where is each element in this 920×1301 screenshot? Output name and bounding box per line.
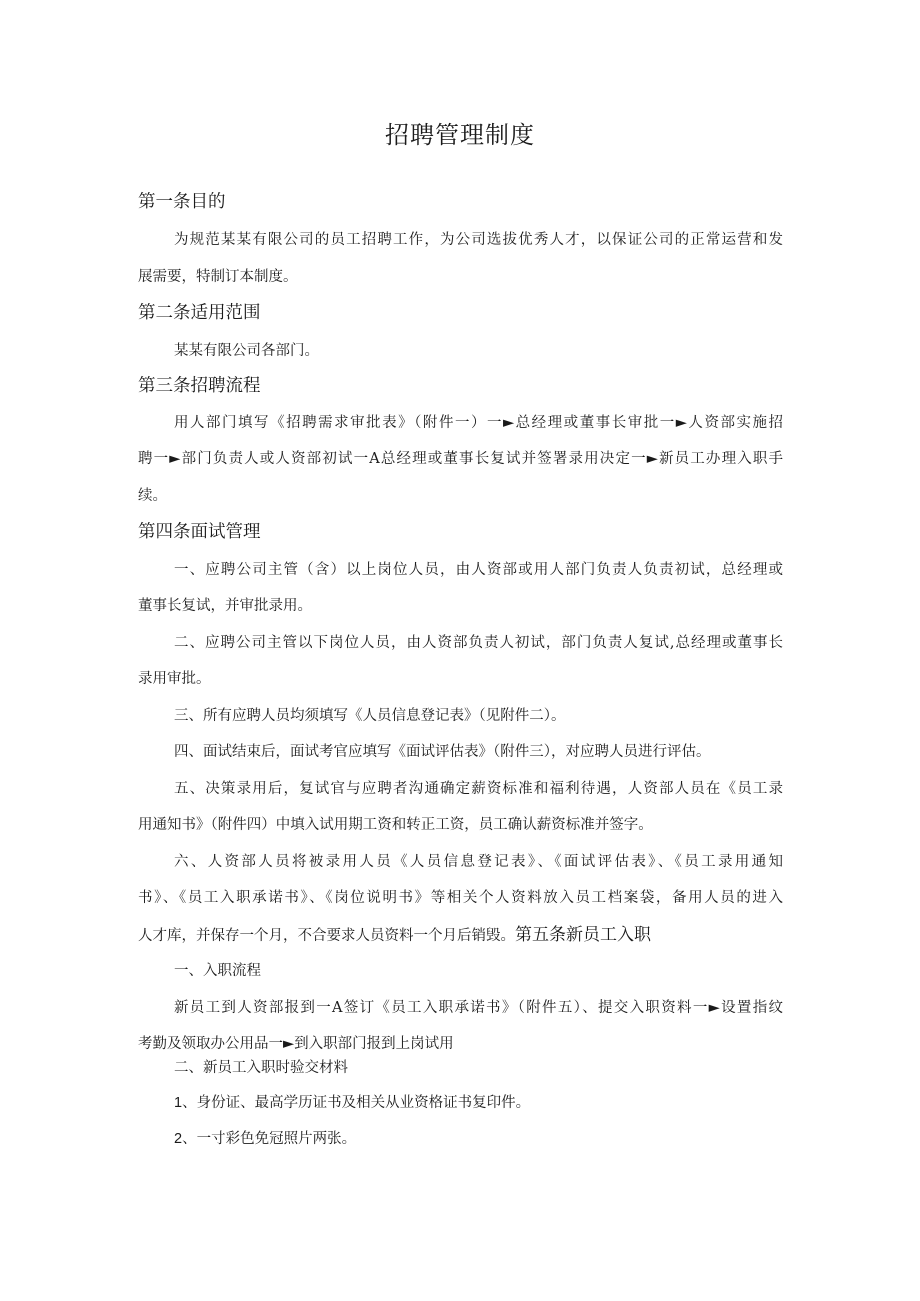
section-4-para-6-line-2: 书》、《员工入职承诺书》、《岗位说明书》等相关个人资料放入员工档案袋，备用人员的进入 (138, 890, 783, 906)
section-2-heading: 第二条适用范围 (138, 303, 261, 323)
section-4-para-6-line-1: 六、人资部人员将被录用人员《人员信息登记表》、《面试评估表》、《员工录用通知 (174, 854, 783, 870)
section-5-flow-line-1: 新员工到人资部报到一A签订《员工入职承诺书》（附件五）、提交入职资料一►设置指纹 (174, 1000, 783, 1016)
section-4-para-6-line-3-container (138, 924, 651, 947)
material-2-number: 2 (174, 1131, 183, 1147)
section-4-para-2-line-2: 录用审批。 (138, 671, 211, 687)
section-3-line-2: 聘一►部门负责人或人资部初试一A总经理或董事长复试并签署录用决定一►新员工办理入职手 (138, 451, 783, 467)
section-5-flow-line-2: 考勤及领取办公用品一►到入职部门报到上岗试用 (138, 1036, 454, 1052)
section-4-heading: 第四条面试管理 (138, 522, 261, 542)
section-4-para-4: 四、面试结束后，面试考官应填写《面试评估表》（附件三），对应聘人员进行评估。 (174, 744, 711, 760)
section-1-line-1: 为规范某某有限公司的员工招聘工作，为公司选拔优秀人才，以保证公司的正常运营和发 (174, 232, 783, 248)
section-2-line-1: 某某有限公司各部门。 (174, 343, 319, 359)
section-1-line-2: 展需要，特制订本制度。 (138, 269, 298, 285)
section-3-heading: 第三条招聘流程 (138, 376, 261, 396)
section-5-material-1 (174, 1092, 530, 1114)
section-4-para-1-line-2: 董事长复试，并审批录用。 (138, 598, 312, 614)
section-5-heading: 第五条新员工入职 (515, 925, 651, 945)
document-title: 招聘管理制度 (385, 121, 535, 149)
section-5-material-2 (174, 1128, 356, 1150)
material-2-text: 、一寸彩色免冠照片两张。 (182, 1131, 357, 1147)
section-4-para-1-line-1: 一、应聘公司主管（含）以上岗位人员，由人资部或用人部门负责人负责初试，总经理或 (174, 562, 783, 578)
section-4-para-5-line-1: 五、决策录用后，复试官与应聘者沟通确定薪资标准和福利待遇，人资部人员在《员工录 (174, 781, 783, 797)
section-4-para-2-line-1: 二、应聘公司主管以下岗位人员，由人资部负责人初试，部门负责人复试,总经理或董事长 (174, 635, 783, 651)
section-1-heading: 第一条目的 (138, 192, 226, 212)
section-4-para-6-line-3: 人才库，并保存一个月，不合要求人员资料一个月后销毁。 (138, 928, 515, 944)
material-1-number: 1 (174, 1095, 183, 1111)
section-4-para-3: 三、所有应聘人员均须填写《人员信息登记表》（见附件二）。 (174, 708, 566, 724)
section-3-line-1: 用人部门填写《招聘需求审批表》（附件一）一►总经理或董事长审批一►人资部实施招 (174, 415, 783, 431)
section-5-subheading-1: 一、入职流程 (174, 963, 261, 979)
section-3-line-3: 续。 (138, 488, 167, 504)
section-5-subheading-2: 二、新员工入职时验交材料 (174, 1060, 348, 1076)
material-1-text: 、身份证、最高学历证书及相关从业资格证书复印件。 (182, 1095, 531, 1111)
section-4-para-5-line-2: 用通知书》（附件四）中填入试用期工资和转正工资，员工确认薪资标准并签字。 (138, 817, 653, 833)
